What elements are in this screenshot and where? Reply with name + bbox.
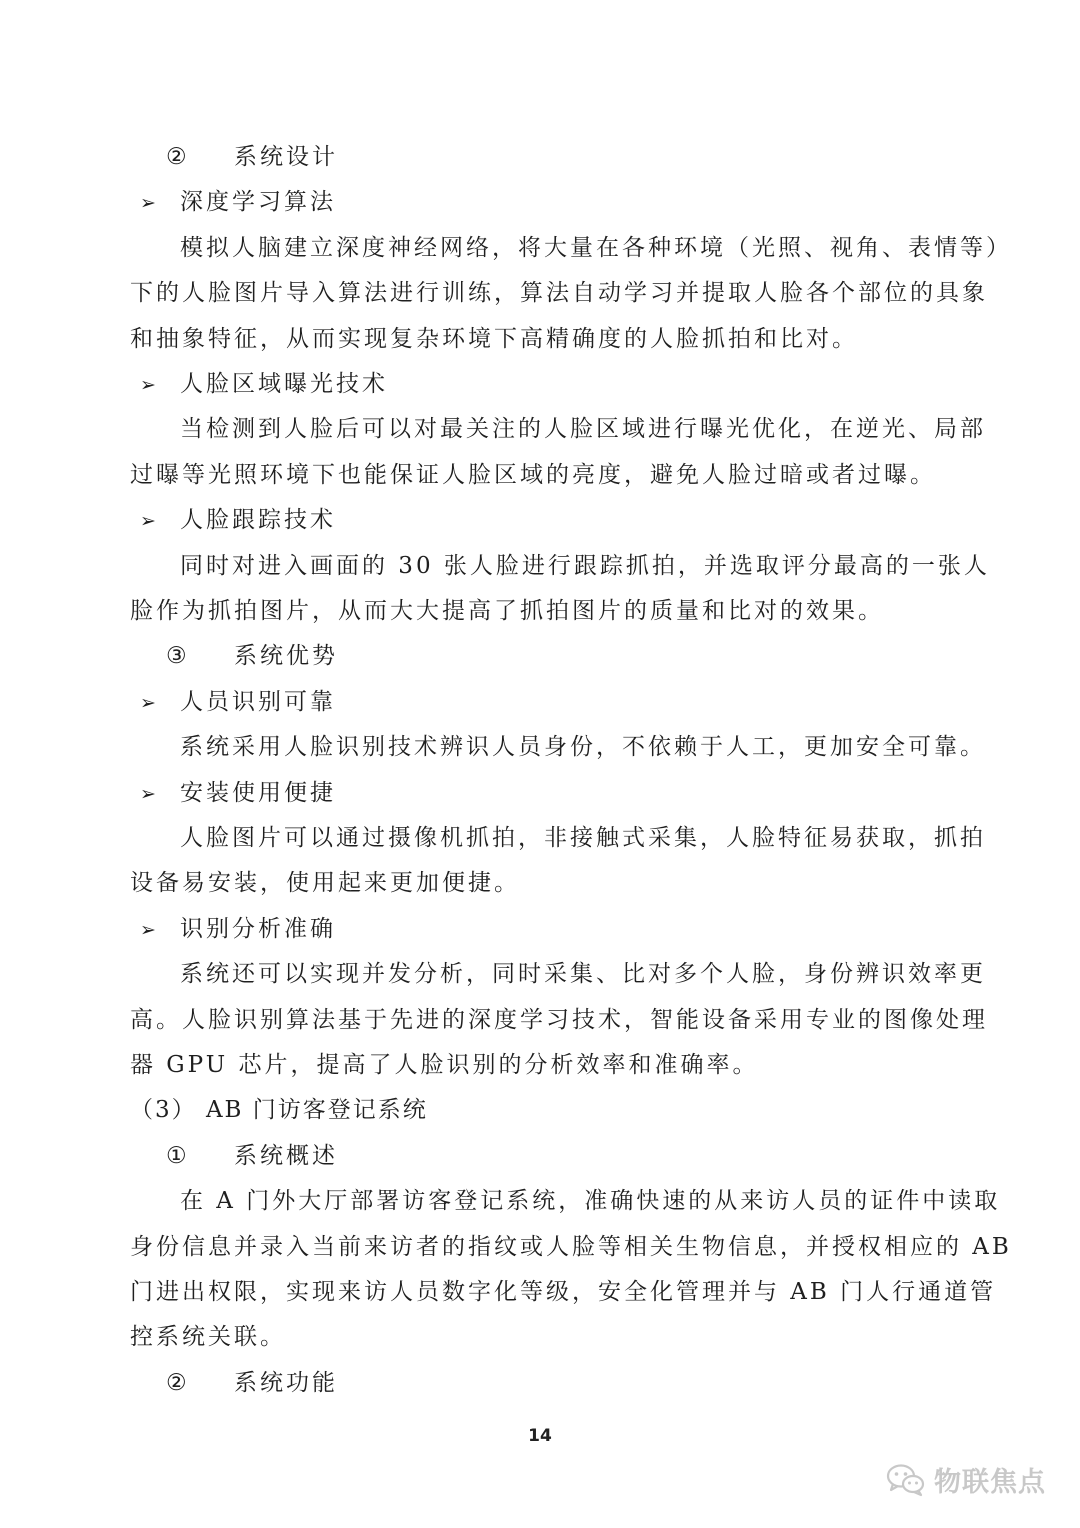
- paragraph-line: 同时对进入画面的 30 张人脸进行跟踪抓拍，并选取评分最高的一张人: [180, 553, 990, 579]
- bullet-text: 安装使用便捷: [180, 780, 336, 806]
- paragraph-line: 控系统关联。: [130, 1324, 286, 1350]
- paragraph-line: 脸作为抓拍图片，从而大大提高了抓拍图片的质量和比对的效果。: [130, 598, 884, 624]
- circled-number: ②: [166, 144, 187, 170]
- numbered-heading: [166, 1139, 338, 1173]
- circled-number: ③: [166, 643, 187, 669]
- heading-text: 系统设计: [234, 144, 338, 170]
- bullet-heading: [140, 776, 336, 811]
- bullet-heading: [140, 685, 336, 720]
- bullet-heading: [140, 503, 336, 538]
- paragraph-line: 人脸图片可以通过摄像机抓拍，非接触式采集，人脸特征易获取，抓拍: [180, 825, 986, 851]
- numbered-heading: [166, 1366, 338, 1400]
- watermark-text: 物联焦点: [934, 1467, 1046, 1498]
- bullet-text: 人脸跟踪技术: [180, 507, 336, 533]
- bullet-heading: [140, 185, 336, 220]
- paragraph-line: 器 GPU 芯片，提高了人脸识别的分析效率和准确率。: [130, 1052, 759, 1078]
- bullet-text: 识别分析准确: [180, 916, 336, 942]
- paragraph-line: 高。人脸识别算法基于先进的深度学习技术，智能设备采用专业的图像处理: [130, 1007, 988, 1033]
- heading-text: 系统功能: [234, 1370, 338, 1396]
- wechat-icon: [886, 1463, 926, 1497]
- heading-text: 系统概述: [234, 1143, 338, 1169]
- arrow-bullet-icon: ➢: [140, 692, 156, 714]
- watermark: [886, 1460, 1046, 1499]
- paragraph-line: 当检测到人脸后可以对最关注的人脸区域进行曝光优化，在逆光、局部: [180, 416, 986, 442]
- page-number: 14: [528, 1426, 552, 1446]
- arrow-bullet-icon: ➢: [140, 919, 156, 941]
- paragraph-line: 和抽象特征，从而实现复杂环境下高精确度的人脸抓拍和比对。: [130, 326, 858, 352]
- numbered-heading: [166, 140, 338, 174]
- paragraph-line: 系统采用人脸识别技术辨识人员身份，不依赖于人工，更加安全可靠。: [180, 734, 986, 760]
- bullet-heading: [140, 912, 336, 947]
- heading-text: 系统优势: [234, 643, 338, 669]
- paragraph-line: 下的人脸图片导入算法进行训练，算法自动学习并提取人脸各个部位的具象: [130, 280, 988, 306]
- paragraph-line: 模拟人脑建立深度神经网络，将大量在各种环境（光照、视角、表情等）: [180, 235, 1012, 261]
- paragraph-line: 门进出权限，实现来访人员数字化等级，安全化管理并与 AB 门人行通道管: [130, 1279, 997, 1305]
- paragraph-line: 在 A 门外大厅部署访客登记系统，准确快速的从来访人员的证件中读取: [180, 1188, 1001, 1214]
- numbered-heading: [166, 639, 338, 673]
- arrow-bullet-icon: ➢: [140, 783, 156, 805]
- arrow-bullet-icon: ➢: [140, 192, 156, 214]
- bullet-text: 人脸区域曝光技术: [180, 371, 388, 397]
- arrow-bullet-icon: ➢: [140, 510, 156, 532]
- bullet-heading: [140, 367, 388, 402]
- paragraph-line: 系统还可以实现并发分析，同时采集、比对多个人脸，身份辨识效率更: [180, 961, 986, 987]
- circled-number: ①: [166, 1143, 187, 1169]
- arrow-bullet-icon: ➢: [140, 374, 156, 396]
- paragraph-line: 设备易安装，使用起来更加便捷。: [130, 870, 520, 896]
- circled-number: ②: [166, 1370, 187, 1396]
- bullet-text: 人员识别可靠: [180, 689, 336, 715]
- section-heading: （3） AB 门访客登记系统: [130, 1097, 428, 1123]
- bullet-text: 深度学习算法: [180, 189, 336, 215]
- paragraph-line: 身份信息并录入当前来访者的指纹或人脸等相关生物信息，并授权相应的 AB: [130, 1234, 1012, 1260]
- paragraph-line: 过曝等光照环境下也能保证人脸区域的亮度，避免人脸过暗或者过曝。: [130, 462, 936, 488]
